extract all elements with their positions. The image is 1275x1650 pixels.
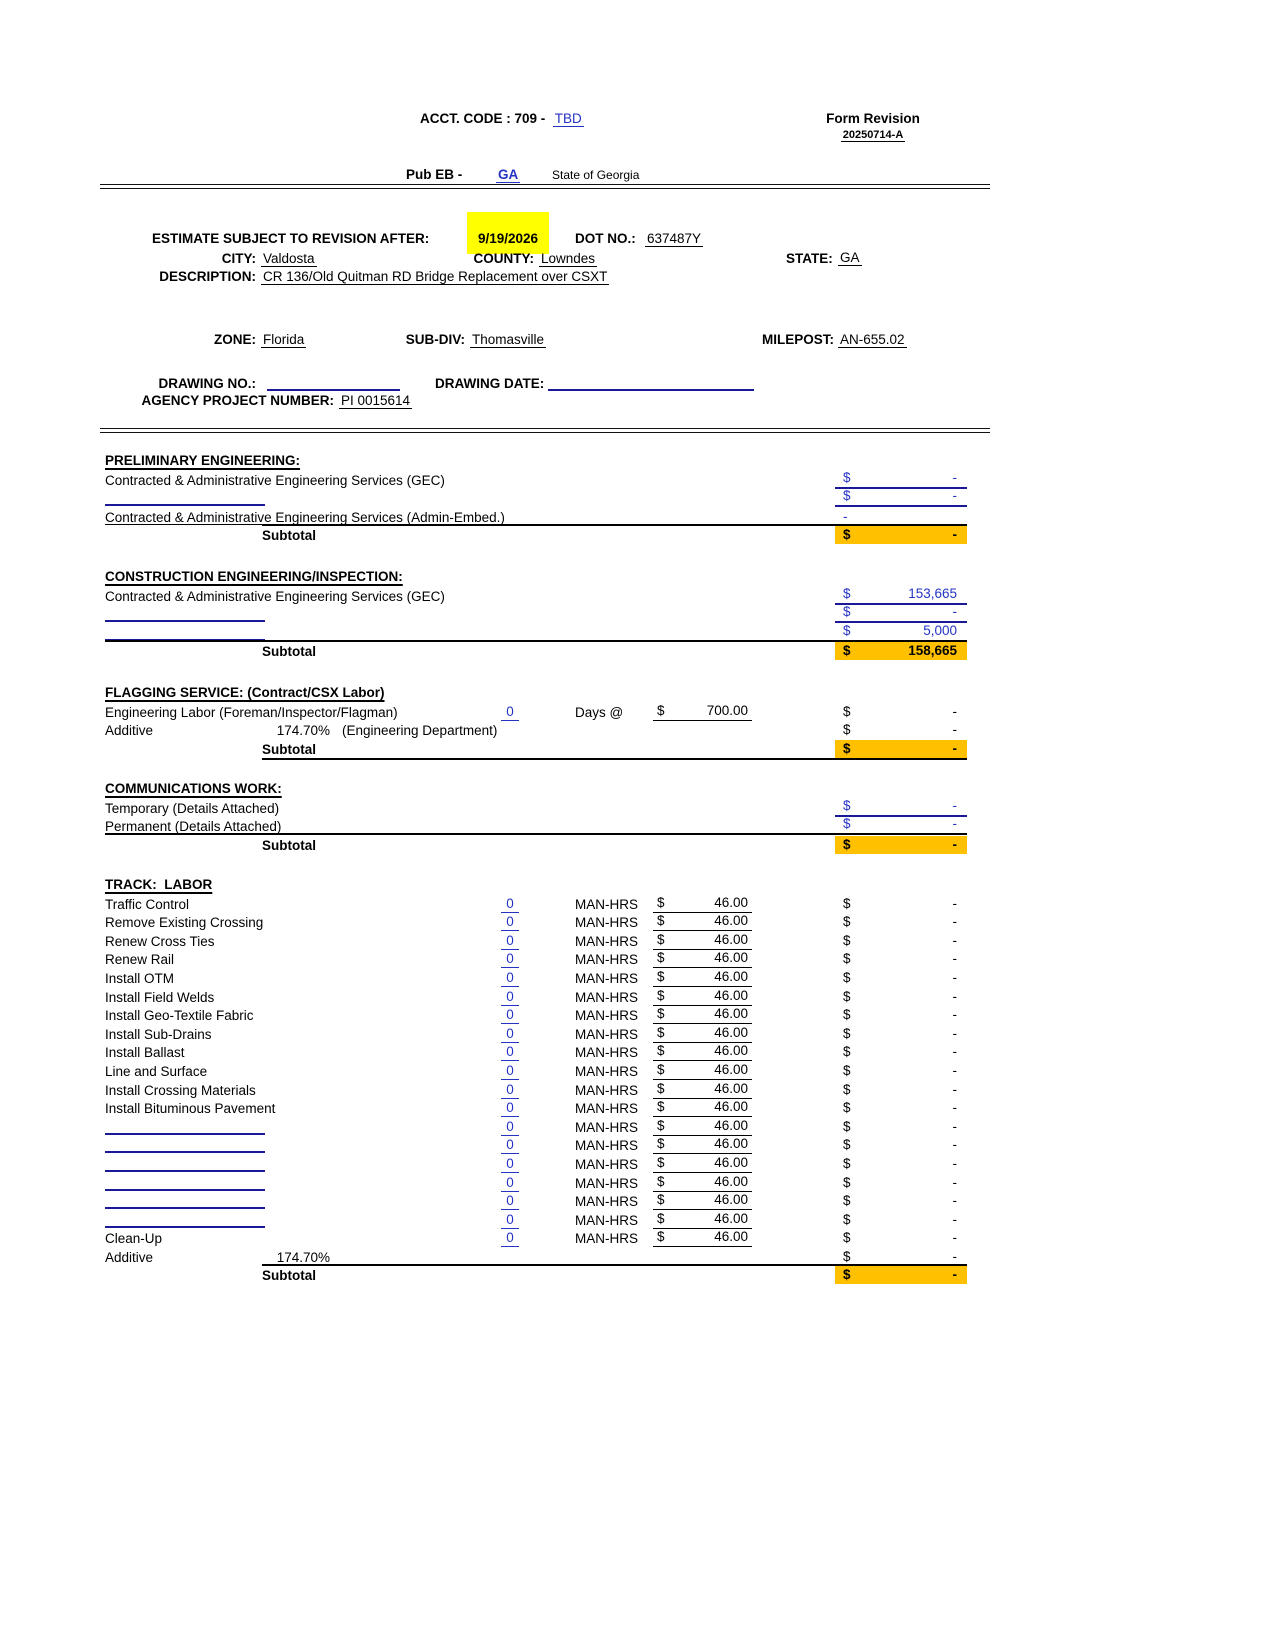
- unit-label: MAN-HRS: [575, 1156, 638, 1172]
- unit-label: MAN-HRS: [575, 1231, 638, 1247]
- section-preliminary-engineering: [105, 451, 967, 544]
- man-hours-quantity[interactable]: 0: [501, 1156, 519, 1173]
- man-hours-quantity[interactable]: 0: [501, 1230, 519, 1247]
- section-construction-engineering: [105, 567, 967, 660]
- estimate-line-row: [105, 586, 967, 605]
- line-label: Contracted & Administrative Engineering Services (GEC): [105, 472, 445, 488]
- amount-cell: $ -: [843, 1025, 957, 1041]
- unit-label: MAN-HRS: [575, 970, 638, 986]
- zone-value[interactable]: Florida: [263, 332, 305, 347]
- pub-eb-label: Pub EB -: [406, 167, 463, 182]
- amount-cell: $ -: [843, 1211, 957, 1227]
- section-title: PRELIMINARY ENGINEERING:: [105, 453, 301, 468]
- subtotal-label: Subtotal: [262, 528, 316, 544]
- track-labor-row: [105, 1154, 967, 1173]
- amount-cell: $ -: [843, 988, 957, 1004]
- state-value[interactable]: GA: [840, 250, 860, 265]
- milepost-value[interactable]: AN-655.02: [840, 332, 905, 347]
- subdiv-label: SUB-DIV:: [405, 332, 465, 347]
- agency-project-label: AGENCY PROJECT NUMBER:: [141, 393, 334, 408]
- amount-cell: $ -: [843, 895, 957, 911]
- man-hours-quantity[interactable]: 0: [501, 1212, 519, 1229]
- work-item-label: Install Field Welds: [105, 989, 215, 1005]
- drawing-no-label: DRAWING NO.:: [158, 376, 256, 391]
- subtotal-divider: [262, 524, 967, 526]
- unit-label: MAN-HRS: [575, 1138, 638, 1154]
- subtotal-amount: $ 158,665: [835, 642, 967, 660]
- track-labor-row: [105, 968, 967, 987]
- form-revision-label: Form Revision: [826, 111, 920, 126]
- track-labor-row: [105, 1229, 967, 1248]
- dot-no-value[interactable]: 637487Y: [647, 231, 702, 246]
- line-label: Engineering Labor (Foreman/Inspector/Flagman): [105, 704, 398, 720]
- subtotal-divider: [262, 758, 967, 760]
- subtotal-row: [105, 642, 967, 661]
- rate-cell[interactable]: $ 46.00: [653, 1006, 752, 1024]
- amount-cell: $ -: [843, 969, 957, 985]
- track-labor-row: [105, 1043, 967, 1062]
- subtotal-row: [105, 835, 967, 854]
- section-title: COMMUNICATIONS WORK:: [105, 781, 282, 796]
- track-labor-row: [105, 1006, 967, 1025]
- track-labor-row: [105, 1210, 967, 1229]
- track-labor-row: [105, 1117, 967, 1136]
- flagging-labor-row: [105, 702, 967, 721]
- amount-cell: $ -: [843, 1044, 957, 1060]
- header-double-rule: [100, 184, 990, 189]
- man-hours-quantity[interactable]: 0: [501, 970, 519, 987]
- track-labor-row: [105, 987, 967, 1006]
- man-hours-quantity[interactable]: 0: [501, 1063, 519, 1080]
- rate-cell[interactable]: $ 46.00: [653, 1081, 752, 1099]
- work-item-label: Install OTM: [105, 970, 175, 986]
- estimate-line-row: [105, 798, 967, 817]
- section-title: CONSTRUCTION ENGINEERING/INSPECTION:: [105, 569, 403, 584]
- man-hours-quantity[interactable]: 0: [501, 1007, 519, 1024]
- unit-label: MAN-HRS: [575, 1101, 638, 1117]
- man-hours-quantity[interactable]: 0: [501, 1100, 519, 1117]
- rate-cell[interactable]: $ 46.00: [653, 1155, 752, 1173]
- pub-eb-value[interactable]: GA: [498, 167, 519, 182]
- description-value[interactable]: CR 136/Old Quitman RD Bridge Replacement over CSXT: [263, 269, 608, 284]
- city-value[interactable]: Valdosta: [263, 251, 315, 266]
- man-hours-quantity[interactable]: 0: [501, 1026, 519, 1043]
- work-item-label: Line and Surface: [105, 1063, 208, 1079]
- unit-label: MAN-HRS: [575, 1063, 638, 1079]
- milepost-label: MILEPOST:: [761, 332, 834, 347]
- amount-cell[interactable]: $ -: [835, 816, 967, 835]
- amount-cell[interactable]: $ -: [835, 604, 967, 623]
- track-labor-row: [105, 894, 967, 913]
- estimate-line-row: [105, 605, 967, 624]
- rate-cell[interactable]: $ 46.00: [653, 1192, 752, 1210]
- man-hours-quantity[interactable]: 0: [501, 914, 519, 931]
- unit-label: MAN-HRS: [575, 1175, 638, 1191]
- line-label: Permanent (Details Attached): [105, 819, 282, 835]
- unit-label: MAN-HRS: [575, 989, 638, 1005]
- subtotal-divider: [262, 1264, 967, 1266]
- track-labor-row: [105, 950, 967, 969]
- amount-cell: $ -: [843, 1230, 957, 1246]
- additive-label: Additive: [105, 1249, 154, 1265]
- rate-cell[interactable]: $ 46.00: [653, 1174, 752, 1192]
- amount-cell: $ -: [843, 1118, 957, 1134]
- section-flagging-service: [105, 683, 967, 758]
- subtotal-divider: [105, 833, 967, 835]
- subtotal-amount: $ -: [835, 1266, 967, 1284]
- amount-cell: $ -: [843, 1248, 957, 1264]
- description-label: DESCRIPTION:: [159, 269, 256, 284]
- subtotal-label: Subtotal: [262, 644, 316, 660]
- info-double-rule: [100, 428, 990, 433]
- rate-cell[interactable]: $ 46.00: [653, 1099, 752, 1117]
- rate-cell[interactable]: $ 46.00: [653, 1136, 752, 1154]
- amount-cell[interactable]: -: [843, 508, 848, 524]
- city-label: CITY:: [221, 251, 256, 266]
- man-hours-quantity[interactable]: 0: [501, 1137, 519, 1154]
- work-item-label: Install Ballast: [105, 1045, 185, 1061]
- unit-label: MAN-HRS: [575, 1194, 638, 1210]
- unit-label: MAN-HRS: [575, 1119, 638, 1135]
- amount-cell: $ -: [843, 951, 957, 967]
- man-hours-quantity[interactable]: 0: [501, 1119, 519, 1136]
- subtotal-amount: $ -: [835, 526, 967, 544]
- dot-no-label: DOT NO.:: [575, 231, 636, 246]
- subtotal-row: [105, 526, 967, 545]
- unit-label: MAN-HRS: [575, 896, 638, 912]
- agency-project-value[interactable]: PI 0015614: [341, 393, 411, 408]
- man-hours-quantity[interactable]: 0: [501, 989, 519, 1006]
- amount-cell[interactable]: $ -: [835, 798, 967, 817]
- zone-label: ZONE:: [214, 332, 256, 347]
- rate-cell[interactable]: $ 700.00: [653, 703, 752, 721]
- unit-label: MAN-HRS: [575, 1026, 638, 1042]
- rate-cell[interactable]: $ 46.00: [653, 988, 752, 1006]
- amount-cell[interactable]: $ 153,665: [835, 586, 967, 605]
- work-item-label: Install Bituminous Pavement: [105, 1101, 276, 1117]
- amount-cell[interactable]: $ -: [835, 488, 967, 507]
- rate-cell[interactable]: $ 46.00: [653, 950, 752, 968]
- rate-cell[interactable]: $ 46.00: [653, 1043, 752, 1061]
- rate-cell[interactable]: $ 46.00: [653, 969, 752, 987]
- rate-cell[interactable]: $ 46.00: [653, 1118, 752, 1136]
- work-item-label: Install Sub-Drains: [105, 1026, 212, 1042]
- amount-cell: $ -: [843, 1062, 957, 1078]
- track-labor-row: [105, 1061, 967, 1080]
- unit-label: MAN-HRS: [575, 952, 638, 968]
- amount-cell: $ -: [843, 722, 957, 738]
- man-hours-quantity[interactable]: 0: [501, 896, 519, 913]
- man-hours-quantity[interactable]: 0: [501, 1193, 519, 1210]
- subtotal-divider: [105, 640, 967, 642]
- subtotal-label: Subtotal: [262, 1268, 316, 1284]
- subtotal-amount: $ -: [835, 836, 967, 854]
- section-title: TRACK: LABOR: [105, 877, 213, 892]
- track-labor-row: [105, 931, 967, 950]
- amount-cell: $ -: [843, 1155, 957, 1171]
- rate-cell[interactable]: $ 46.00: [653, 1229, 752, 1247]
- form-revision-value: 20250714-A: [842, 129, 904, 141]
- man-hours-quantity[interactable]: 0: [501, 1082, 519, 1099]
- section-track-labor: [105, 875, 967, 1284]
- subdiv-value[interactable]: Thomasville: [472, 332, 545, 347]
- amount-cell: $ -: [843, 1174, 957, 1190]
- track-labor-row: [105, 1136, 967, 1155]
- work-item-label: Renew Rail: [105, 952, 175, 968]
- flagging-additive-row: [105, 721, 967, 740]
- acct-code-label: ACCT. CODE : 709 - TBD: [420, 111, 582, 126]
- track-labor-row: [105, 1080, 967, 1099]
- estimate-line-row: [105, 470, 967, 489]
- amount-cell: $ -: [843, 1137, 957, 1153]
- county-label: COUNTY:: [473, 251, 534, 266]
- subtotal-row: [105, 739, 967, 758]
- line-label: Contracted & Administrative Engineering Services (Admin-Embed.): [105, 509, 505, 525]
- drawing-date-field[interactable]: [548, 375, 754, 391]
- man-hours-quantity[interactable]: 0: [501, 1175, 519, 1192]
- track-labor-row: [105, 1192, 967, 1211]
- amount-cell: $ -: [843, 1007, 957, 1023]
- subtotal-label: Subtotal: [262, 741, 316, 757]
- amount-cell: $ -: [843, 703, 957, 719]
- rate-cell[interactable]: $ 46.00: [653, 1062, 752, 1080]
- man-hours-quantity[interactable]: 0: [501, 1044, 519, 1061]
- work-item-label: Install Crossing Materials: [105, 1082, 256, 1098]
- acct-code-value[interactable]: TBD: [554, 111, 582, 126]
- track-labor-row: [105, 1024, 967, 1043]
- work-item-label: Renew Cross Ties: [105, 933, 215, 949]
- subtotal-row: [105, 1266, 967, 1285]
- unit-label: MAN-HRS: [575, 1082, 638, 1098]
- work-item-label: Remove Existing Crossing: [105, 915, 264, 931]
- amount-cell: $ -: [843, 932, 957, 948]
- subtotal-label: Subtotal: [262, 837, 316, 853]
- additive-note: (Engineering Department): [342, 723, 498, 739]
- amount-cell[interactable]: $ -: [835, 470, 967, 489]
- additive-percent: 174.70%: [276, 1249, 330, 1265]
- unit-label: Days @: [575, 704, 624, 720]
- amount-cell: $ -: [843, 1193, 957, 1209]
- state-note: State of Georgia: [552, 168, 640, 182]
- amount-cell: $ -: [843, 1100, 957, 1116]
- unit-label: MAN-HRS: [575, 933, 638, 949]
- estimate-revision-label: ESTIMATE SUBJECT TO REVISION AFTER:: [152, 231, 430, 246]
- line-label: Contracted & Administrative Engineering Services (GEC): [105, 588, 445, 604]
- rate-cell[interactable]: $ 46.00: [653, 895, 752, 913]
- work-item-label: Clean-Up: [105, 1231, 163, 1247]
- estimate-line-row: [105, 489, 967, 508]
- unit-label: MAN-HRS: [575, 915, 638, 931]
- county-value[interactable]: Lowndes: [541, 251, 596, 266]
- additive-percent: 174.70%: [276, 723, 330, 739]
- rate-cell[interactable]: $ 46.00: [653, 1211, 752, 1229]
- man-hours-quantity[interactable]: 0: [501, 951, 519, 968]
- amount-cell: $ -: [843, 1081, 957, 1097]
- unit-label: MAN-HRS: [575, 1045, 638, 1061]
- days-quantity[interactable]: 0: [501, 704, 519, 721]
- state-label: STATE:: [786, 251, 833, 266]
- work-item-label: Traffic Control: [105, 896, 190, 912]
- section-title: FLAGGING SERVICE: (Contract/CSX Labor): [105, 685, 385, 700]
- drawing-date-label: DRAWING DATE:: [435, 376, 545, 391]
- additive-label: Additive: [105, 723, 154, 739]
- subtotal-amount: $ -: [835, 740, 967, 758]
- work-item-label: Install Geo-Textile Fabric: [105, 1008, 254, 1024]
- track-labor-row: [105, 1099, 967, 1118]
- estimate-revision-date[interactable]: 9/19/2026: [477, 231, 539, 246]
- rate-cell[interactable]: $ 46.00: [653, 913, 752, 931]
- amount-cell[interactable]: $ 5,000: [835, 623, 967, 642]
- rate-cell[interactable]: $ 46.00: [653, 932, 752, 950]
- man-hours-quantity[interactable]: 0: [501, 933, 519, 950]
- amount-cell: $ -: [843, 914, 957, 930]
- track-labor-row: [105, 1173, 967, 1192]
- unit-label: MAN-HRS: [575, 1008, 638, 1024]
- line-label: Temporary (Details Attached): [105, 800, 280, 816]
- drawing-no-field[interactable]: [267, 375, 400, 391]
- unit-label: MAN-HRS: [575, 1212, 638, 1228]
- rate-cell[interactable]: $ 46.00: [653, 1025, 752, 1043]
- track-labor-row: [105, 913, 967, 932]
- section-communications-work: [105, 779, 967, 854]
